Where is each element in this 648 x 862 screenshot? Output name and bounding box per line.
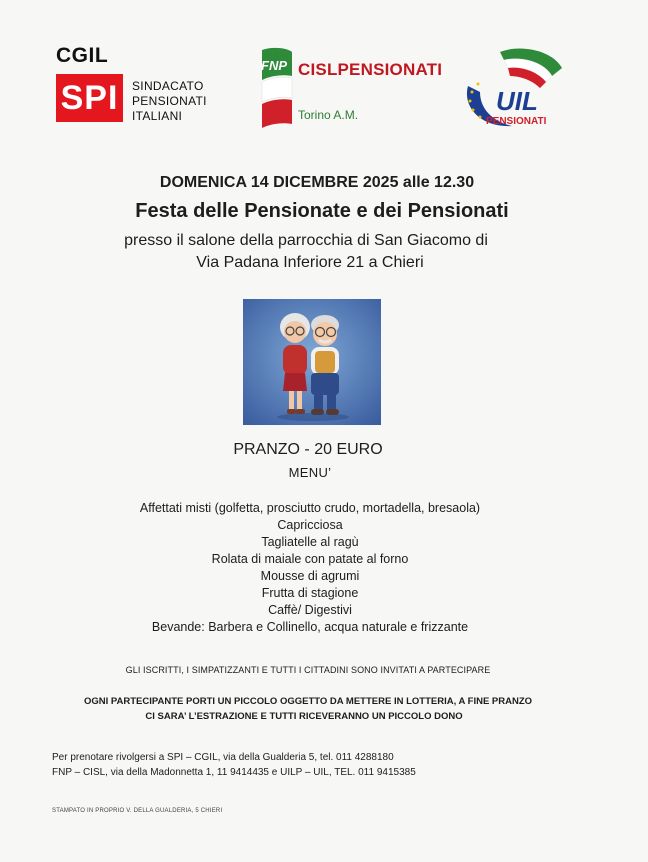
spi-tagline: SINDACATO PENSIONATI ITALIANI bbox=[132, 79, 207, 123]
uil-subtitle: PENSIONATI bbox=[486, 116, 547, 127]
menu-item: Tagliatelle al ragù bbox=[261, 535, 359, 549]
uil-pensionati-logo bbox=[460, 46, 570, 128]
invitation-note: GLI ISCRITTI, I SIMPATIZZANTI E TUTTI I CITTADINI SONO INVITATI A PARTECIPARE bbox=[125, 665, 491, 675]
venue-line-2: Via Padana Inferiore 21 a Chieri bbox=[196, 254, 424, 271]
event-date-time: DOMENICA 14 DICEMBRE 2025 alle 12.30 bbox=[159, 174, 475, 191]
menu-list bbox=[0, 500, 620, 636]
fnp-badge-icon bbox=[258, 46, 298, 130]
menu-item: Capricciosa bbox=[277, 518, 343, 532]
event-title: Festa delle Pensionate e dei Pensionati bbox=[135, 200, 509, 222]
fnp-cisl-logo bbox=[258, 46, 443, 130]
menu-item: Bevande: Barbera e Collinello, acqua naturale e frizzante bbox=[151, 620, 469, 634]
menu-item: Affettati misti (golfetta, prosciutto crudo, mortadella, bresaola) bbox=[139, 501, 481, 515]
lottery-note-line-2: CI SARA’ L’ESTRAZIONE E TUTTI RICEVERANNO UN PICCOLO DONO bbox=[145, 711, 463, 722]
spi-cgil-logo bbox=[56, 44, 216, 130]
menu-title: MENU’ bbox=[288, 465, 332, 480]
cgil-wordmark: CGIL bbox=[56, 44, 109, 67]
elderly-couple-illustration bbox=[243, 299, 381, 425]
svg-text:FNP: FNP bbox=[261, 58, 287, 73]
menu-item: Caffè/ Digestivi bbox=[268, 603, 352, 617]
cisl-subtitle: Torino A.M. bbox=[298, 108, 359, 122]
lottery-note-line-1: OGNI PARTECIPANTE PORTI UN PICCOLO OGGETTO DA METTERE IN LOTTERIA, A FINE PRANZO bbox=[83, 696, 533, 707]
booking-info-line-2: FNP – CISL, via della Madonnetta 1, 11 9414435 e UILP – UIL, TEL. 011 9415385 bbox=[52, 767, 416, 778]
lunch-price: PRANZO - 20 EURO bbox=[233, 441, 383, 458]
menu-item: Mousse di agrumi bbox=[260, 569, 360, 583]
menu-item: Rolata di maiale con patate al forno bbox=[211, 552, 409, 566]
venue-line-1: presso il salone della parrocchia di San Giacomo di bbox=[124, 232, 488, 249]
spi-red-box: SPI bbox=[56, 74, 123, 122]
menu-item: Frutta di stagione bbox=[261, 586, 359, 600]
cisl-pensionati-name: CISLPENSIONATI bbox=[298, 60, 443, 79]
uil-wordmark: UIL bbox=[496, 86, 538, 116]
booking-info-line-1: Per prenotare rivolgersi a SPI – CGIL, via della Gualderia 5, tel. 011 4288180 bbox=[52, 752, 394, 763]
printed-by-note: STAMPATO IN PROPRIO V. DELLA GUALDERIA, 5 CHIERI bbox=[52, 808, 223, 814]
